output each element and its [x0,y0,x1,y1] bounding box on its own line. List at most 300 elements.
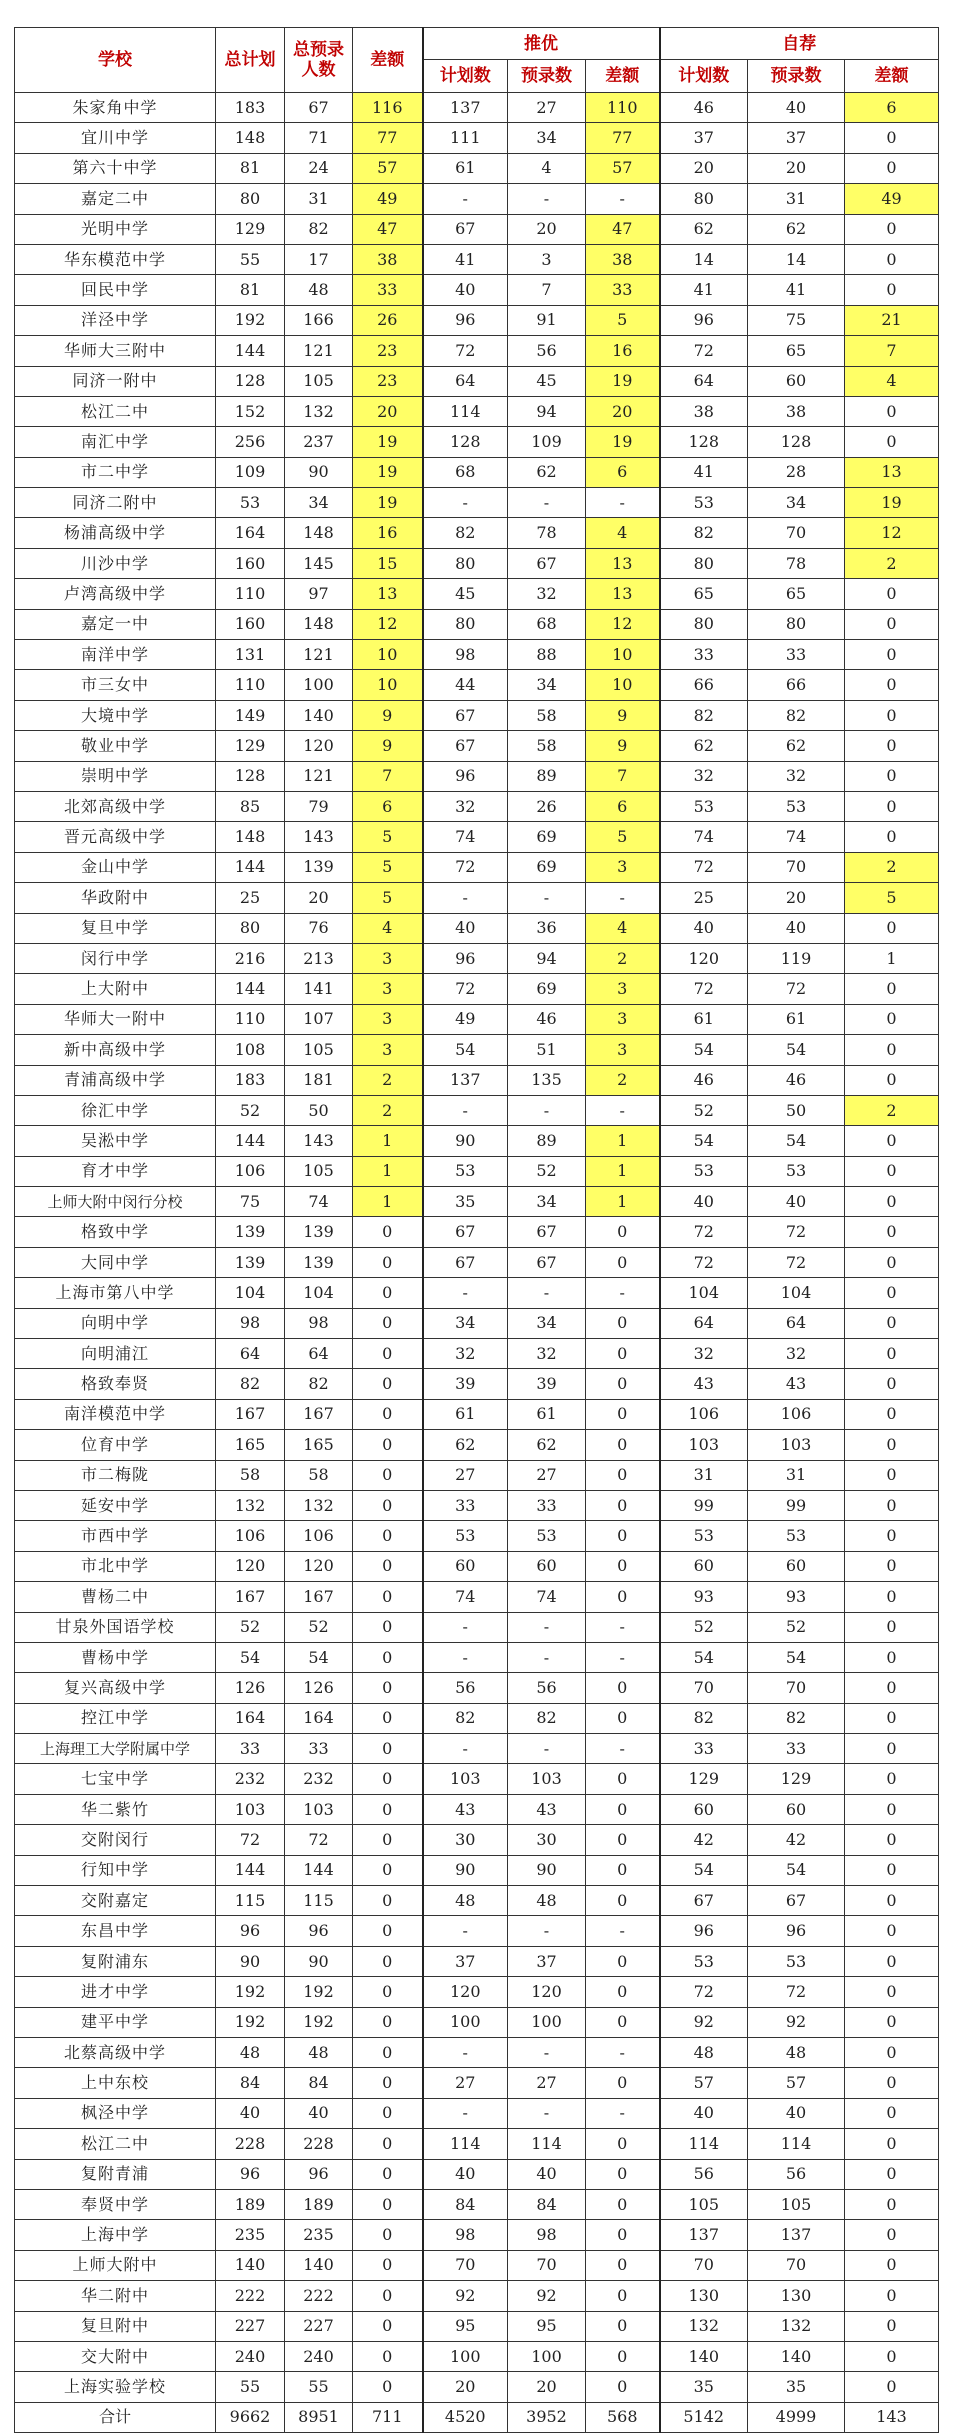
cell-zijian-admit: 65 [748,336,845,366]
cell-total-plan: 222 [216,2281,285,2311]
cell-zijian-diff: 0 [845,1521,939,1551]
cell-zijian-plan: 42 [660,1825,748,1855]
cell-tuiyou-admit: 58 [508,700,586,730]
cell-tuiyou-plan: 48 [423,1886,508,1916]
cell-tuiyou-plan: 114 [423,396,508,426]
cell-school: 华东模范中学 [15,244,216,274]
cell-tuiyou-diff: 0 [586,1886,660,1916]
table-row [15,1855,939,1885]
cell-diff: 0 [353,1217,423,1247]
cell-tuiyou-diff: 16 [586,336,660,366]
cell-total-plan: 160 [216,548,285,578]
cell-total-admit: 71 [285,123,353,153]
cell-tuiyou-admit: - [508,2038,586,2068]
cell-zijian-diff: 1 [845,943,939,973]
header-school: 学校 [15,28,216,93]
cell-zijian-admit: 96 [748,1916,845,1946]
cell-zijian-diff: 0 [845,1187,939,1217]
cell-total-plan: 85 [216,791,285,821]
cell-tuiyou-admit: 62 [508,1430,586,1460]
cell-diff: 5 [353,883,423,913]
cell-zijian-diff: 0 [845,427,939,457]
cell-tuiyou-plan: 137 [423,1065,508,1095]
table-row [15,366,939,396]
cell-total-admit: 139 [285,852,353,882]
cell-tuiyou-admit: 32 [508,579,586,609]
cell-tuiyou-plan: 40 [423,275,508,305]
table-row [15,305,939,335]
cell-total-admit: 165 [285,1430,353,1460]
cell-total-admit: 100 [285,670,353,700]
cell-zijian-plan: 65 [660,579,748,609]
cell-tuiyou-diff: 9 [586,700,660,730]
cell-zijian-admit: 34 [748,488,845,518]
cell-diff: 0 [353,2372,423,2402]
cell-total-plan: 48 [216,2038,285,2068]
cell-school: 徐汇中学 [15,1095,216,1125]
cell-school: 建平中学 [15,2007,216,2037]
cell-school: 晋元高级中学 [15,822,216,852]
cell-zijian-diff: 0 [845,2341,939,2371]
cell-tuiyou-plan: 41 [423,244,508,274]
cell-tuiyou-diff: 0 [586,1673,660,1703]
cell-zijian-admit: 32 [748,761,845,791]
cell-tuiyou-plan: 82 [423,518,508,548]
cell-total-plan: 144 [216,852,285,882]
cell-tuiyou-diff: 19 [586,427,660,457]
cell-tuiyou-diff: 2 [586,943,660,973]
cell-tuiyou-diff: 0 [586,1855,660,1885]
header-total-plan: 总计划 [216,28,285,93]
cell-total-plan: 128 [216,366,285,396]
cell-zijian-diff: 0 [845,396,939,426]
table-row [15,1126,939,1156]
cell-diff: 1 [353,1156,423,1186]
cell-total-admit: 96 [285,1916,353,1946]
cell-diff: 0 [353,1490,423,1520]
cell-zijian-diff: 0 [845,1642,939,1672]
cell-zijian-admit: 64 [748,1308,845,1338]
cell-total-admit: 64 [285,1339,353,1369]
cell-diff: 0 [353,1460,423,1490]
cell-tuiyou-admit: 98 [508,2220,586,2250]
cell-total-admit: 213 [285,943,353,973]
cell-school: 上师大附中 [15,2250,216,2280]
cell-total-plan: 96 [216,2159,285,2189]
cell-total-plan: 55 [216,2372,285,2402]
cell-total-admit: 72 [285,1825,353,1855]
cell-tuiyou-diff: 0 [586,1825,660,1855]
cell-zijian-plan: 62 [660,731,748,761]
cell-total-admit: 132 [285,1490,353,1520]
cell-tuiyou-admit: 30 [508,1825,586,1855]
cell-zijian-admit: 53 [748,1156,845,1186]
cell-total-admit: 40 [285,2098,353,2128]
cell-school: 洋泾中学 [15,305,216,335]
cell-zijian-diff: 49 [845,184,939,214]
table-row [15,93,939,123]
cell-tuiyou-diff: 0 [586,1460,660,1490]
cell-tuiyou-plan: - [423,2098,508,2128]
cell-school: 华政附中 [15,883,216,913]
cell-tuiyou-diff: 0 [586,1794,660,1824]
cell-tuiyou-plan: - [423,1642,508,1672]
cell-zijian-diff: 0 [845,2372,939,2402]
table-row [15,2250,939,2280]
cell-diff: 5 [353,822,423,852]
cell-zijian-plan: 93 [660,1582,748,1612]
cell-tuiyou-admit: 88 [508,640,586,670]
cell-school: 卢湾高级中学 [15,579,216,609]
cell-total-admit: 189 [285,2189,353,2219]
table-row [15,1339,939,1369]
cell-total-admit: 50 [285,1095,353,1125]
cell-zijian-plan: 46 [660,1065,748,1095]
cell-tuiyou-diff: 13 [586,579,660,609]
cell-total-plan: 132 [216,1490,285,1520]
cell-total-admit: 82 [285,1369,353,1399]
cell-diff: 0 [353,1673,423,1703]
cell-tuiyou-admit: 7 [508,275,586,305]
cell-diff: 2 [353,1095,423,1125]
cell-school: 复旦中学 [15,913,216,943]
cell-tuiyou-diff: 77 [586,123,660,153]
cell-tuiyou-admit: 94 [508,943,586,973]
cell-zijian-admit: 43 [748,1369,845,1399]
cell-zijian-plan: 80 [660,548,748,578]
cell-tuiyou-plan: - [423,1278,508,1308]
cell-tuiyou-admit: 34 [508,1308,586,1338]
cell-zijian-plan: 33 [660,640,748,670]
cell-tuiyou-diff: - [586,1095,660,1125]
cell-zijian-diff: 13 [845,457,939,487]
cell-zijian-diff: 0 [845,153,939,183]
cell-school: 上中东校 [15,2068,216,2098]
cell-diff: 7 [353,761,423,791]
cell-zijian-diff: 0 [845,974,939,1004]
cell-school: 育才中学 [15,1156,216,1186]
cell-tuiyou-plan: 100 [423,2007,508,2037]
cell-tuiyou-diff: 0 [586,2159,660,2189]
cell-tuiyou-plan: 54 [423,1035,508,1065]
cell-tuiyou-plan: 44 [423,670,508,700]
cell-total-admit: 54 [285,1642,353,1672]
cell-total-plan: 106 [216,1156,285,1186]
cell-zijian-plan: 46 [660,93,748,123]
cell-school: 松江二中 [15,396,216,426]
cell-tuiyou-diff: 0 [586,1977,660,2007]
cell-zijian-admit: 37 [748,123,845,153]
cell-total-admit: 74 [285,1187,353,1217]
cell-school: 枫泾中学 [15,2098,216,2128]
cell-zijian-diff: 0 [845,2098,939,2128]
cell-total-plan: 72 [216,1825,285,1855]
cell-zijian-plan: 129 [660,1764,748,1794]
cell-zijian-plan: 80 [660,609,748,639]
cell-school: 上海实验学校 [15,2372,216,2402]
cell-tuiyou-plan: 67 [423,214,508,244]
cell-tuiyou-plan: 72 [423,852,508,882]
cell-tuiyou-admit: 34 [508,1187,586,1217]
cell-diff: 0 [353,1734,423,1764]
cell-diff: 0 [353,1399,423,1429]
cell-tuiyou-admit: - [508,883,586,913]
cell-total-admit: 141 [285,974,353,1004]
table-row [15,2189,939,2219]
cell-zijian-diff: 0 [845,1126,939,1156]
cell-tuiyou-diff: 0 [586,1369,660,1399]
cell-total-plan: 240 [216,2341,285,2371]
cell-zijian-diff: 0 [845,244,939,274]
cell-tuiyou-admit: 37 [508,1946,586,1976]
cell-zijian-diff: 7 [845,336,939,366]
cell-tuiyou-plan: 120 [423,1977,508,2007]
table-row [15,2098,939,2128]
cell-diff: 0 [353,1308,423,1338]
cell-total-plan: 192 [216,1977,285,2007]
cell-zijian-diff: 0 [845,579,939,609]
cell-total-plan: 167 [216,1582,285,1612]
cell-zijian-admit: 72 [748,1217,845,1247]
cell-total-plan: 144 [216,1126,285,1156]
table-row [15,2372,939,2402]
cell-tuiyou-admit: - [508,1734,586,1764]
cell-zijian-plan: 43 [660,1369,748,1399]
cell-tuiyou-admit: 52 [508,1156,586,1186]
cell-tuiyou-diff: 0 [586,1946,660,1976]
cell-diff: 5 [353,852,423,882]
cell-zijian-plan: 72 [660,974,748,1004]
cell-total-plan: 96 [216,1916,285,1946]
cell-tuiyou-plan: 30 [423,1825,508,1855]
cell-zijian-diff: 0 [845,2068,939,2098]
table-row [15,1734,939,1764]
cell-zijian-plan: 52 [660,1095,748,1125]
cell-zijian-plan: 60 [660,1551,748,1581]
cell-school: 敬业中学 [15,731,216,761]
cell-total-admit: 104 [285,1278,353,1308]
cell-tuiyou-diff: 0 [586,2341,660,2371]
table-body [15,93,939,2433]
cell-zijian-plan: 37 [660,123,748,153]
cell-zijian-admit: 78 [748,548,845,578]
cell-total-admit: 79 [285,791,353,821]
cell-tuiyou-plan: 60 [423,1551,508,1581]
cell-diff: 26 [353,305,423,335]
cell-tuiyou-diff: - [586,1642,660,1672]
cell-zijian-admit: 41 [748,275,845,305]
cell-school: 吴淞中学 [15,1126,216,1156]
cell-total-plan: 58 [216,1460,285,1490]
cell-tuiyou-admit: 34 [508,123,586,153]
cell-school: 同济一附中 [15,366,216,396]
cell-zijian-admit: 52 [748,1612,845,1642]
cell-tuiyou-plan: 74 [423,1582,508,1612]
cell-tuiyou-plan: 67 [423,1247,508,1277]
cell-zijian-diff: 0 [845,2250,939,2280]
cell-tuiyou-plan: 56 [423,1673,508,1703]
cell-tuiyou-plan: 70 [423,2250,508,2280]
cell-total-admit: 55 [285,2372,353,2402]
cell-zijian-admit: 92 [748,2007,845,2037]
table-row [15,579,939,609]
cell-zijian-diff: 0 [845,1430,939,1460]
cell-zijian-admit: 40 [748,1187,845,1217]
cell-zijian-admit: 42 [748,1825,845,1855]
cell-total-plan: 103 [216,1794,285,1824]
cell-zijian-admit: 60 [748,1794,845,1824]
cell-zijian-admit: 66 [748,670,845,700]
cell-tuiyou-plan: 96 [423,305,508,335]
cell-diff: 3 [353,1035,423,1065]
cell-tuiyou-plan: - [423,1095,508,1125]
cell-zijian-plan: 14 [660,244,748,274]
cell-school: 奉贤中学 [15,2189,216,2219]
header-total-admit-text: 总预录 人数 [293,40,344,80]
cell-zijian-admit: 33 [748,1734,845,1764]
cell-tuiyou-diff: 0 [586,2129,660,2159]
cell-tuiyou-admit: 60 [508,1551,586,1581]
cell-tuiyou-admit: 46 [508,1004,586,1034]
cell-diff: 19 [353,427,423,457]
cell-total-plan: 160 [216,609,285,639]
cell-total-plan: 126 [216,1673,285,1703]
cell-zijian-plan: 132 [660,2311,748,2341]
header-group-zijian: 自荐 [660,28,939,60]
cell-diff: 0 [353,1247,423,1277]
cell-total-admit: 140 [285,700,353,730]
cell-tuiyou-diff: 0 [586,1703,660,1733]
cell-school: 东昌中学 [15,1916,216,1946]
cell-tuiyou-diff: 0 [586,1764,660,1794]
cell-zijian-plan: 54 [660,1855,748,1885]
table-row [15,1004,939,1034]
cell-total-plan: 165 [216,1430,285,1460]
cell-zijian-plan: 40 [660,2098,748,2128]
cell-tuiyou-admit: 56 [508,1673,586,1703]
cell-diff: 12 [353,609,423,639]
cell-school: 上师大附中闵行分校 [15,1187,216,1217]
cell-school: 向明浦江 [15,1339,216,1369]
cell-zijian-diff: 0 [845,1977,939,2007]
table-row [15,2007,939,2037]
cell-zijian-admit: 35 [748,2372,845,2402]
cell-zijian-admit: 40 [748,913,845,943]
cell-tuiyou-plan: 61 [423,1399,508,1429]
total-cell-total-plan: 9662 [216,2402,285,2432]
cell-tuiyou-plan: 72 [423,974,508,1004]
cell-tuiyou-diff: 10 [586,640,660,670]
cell-zijian-diff: 0 [845,1278,939,1308]
table-row [15,700,939,730]
cell-school: 华二附中 [15,2281,216,2311]
cell-total-plan: 183 [216,1065,285,1095]
cell-tuiyou-diff: 0 [586,2372,660,2402]
cell-zijian-admit: 80 [748,609,845,639]
table-row [15,1764,939,1794]
cell-zijian-admit: 72 [748,1247,845,1277]
table-row [15,548,939,578]
cell-tuiyou-plan: 84 [423,2189,508,2219]
cell-tuiyou-plan: 20 [423,2372,508,2402]
cell-total-admit: 58 [285,1460,353,1490]
cell-diff: 6 [353,791,423,821]
cell-school: 青浦高级中学 [15,1065,216,1095]
cell-zijian-admit: 14 [748,244,845,274]
cell-tuiyou-admit: 67 [508,548,586,578]
cell-zijian-admit: 38 [748,396,845,426]
cell-zijian-admit: 99 [748,1490,845,1520]
cell-tuiyou-plan: 40 [423,2159,508,2189]
cell-tuiyou-plan: 32 [423,1339,508,1369]
cell-tuiyou-plan: 45 [423,579,508,609]
cell-school: 向明中学 [15,1308,216,1338]
table-row [15,640,939,670]
cell-diff: 15 [353,548,423,578]
cell-zijian-diff: 0 [845,1734,939,1764]
cell-diff: 47 [353,214,423,244]
cell-total-admit: 143 [285,822,353,852]
cell-total-plan: 40 [216,2098,285,2128]
cell-zijian-admit: 103 [748,1430,845,1460]
cell-zijian-plan: 104 [660,1278,748,1308]
cell-zijian-admit: 70 [748,2250,845,2280]
cell-tuiyou-admit: 39 [508,1369,586,1399]
cell-total-plan: 144 [216,336,285,366]
cell-tuiyou-diff: - [586,184,660,214]
cell-zijian-plan: 128 [660,427,748,457]
cell-zijian-admit: 54 [748,1035,845,1065]
cell-total-admit: 96 [285,2159,353,2189]
cell-tuiyou-plan: 95 [423,2311,508,2341]
cell-tuiyou-plan: 40 [423,913,508,943]
cell-diff: 23 [353,336,423,366]
cell-school: 复附青浦 [15,2159,216,2189]
cell-total-admit: 139 [285,1217,353,1247]
table-row [15,1612,939,1642]
cell-total-admit: 34 [285,488,353,518]
table-row [15,396,939,426]
cell-diff: 3 [353,1004,423,1034]
cell-tuiyou-admit: 67 [508,1217,586,1247]
cell-zijian-admit: 70 [748,518,845,548]
cell-total-plan: 110 [216,1004,285,1034]
cell-zijian-diff: 0 [845,1703,939,1733]
cell-tuiyou-diff: 1 [586,1187,660,1217]
cell-zijian-admit: 40 [748,93,845,123]
cell-total-admit: 167 [285,1399,353,1429]
cell-zijian-diff: 0 [845,731,939,761]
cell-school: 甘泉外国语学校 [15,1612,216,1642]
cell-total-plan: 80 [216,184,285,214]
cell-zijian-admit: 72 [748,1977,845,2007]
cell-tuiyou-plan: 67 [423,700,508,730]
cell-zijian-admit: 33 [748,640,845,670]
cell-tuiyou-diff: 1 [586,1126,660,1156]
cell-tuiyou-diff: 9 [586,731,660,761]
cell-zijian-plan: 64 [660,366,748,396]
cell-zijian-diff: 0 [845,761,939,791]
cell-school: 市二中学 [15,457,216,487]
cell-zijian-diff: 0 [845,1886,939,1916]
cell-tuiyou-plan: 53 [423,1156,508,1186]
cell-tuiyou-diff: 2 [586,1065,660,1095]
table-row-total [15,2402,939,2432]
cell-zijian-admit: 70 [748,1673,845,1703]
cell-school: 复旦附中 [15,2311,216,2341]
cell-total-plan: 216 [216,943,285,973]
cell-tuiyou-admit: - [508,1095,586,1125]
